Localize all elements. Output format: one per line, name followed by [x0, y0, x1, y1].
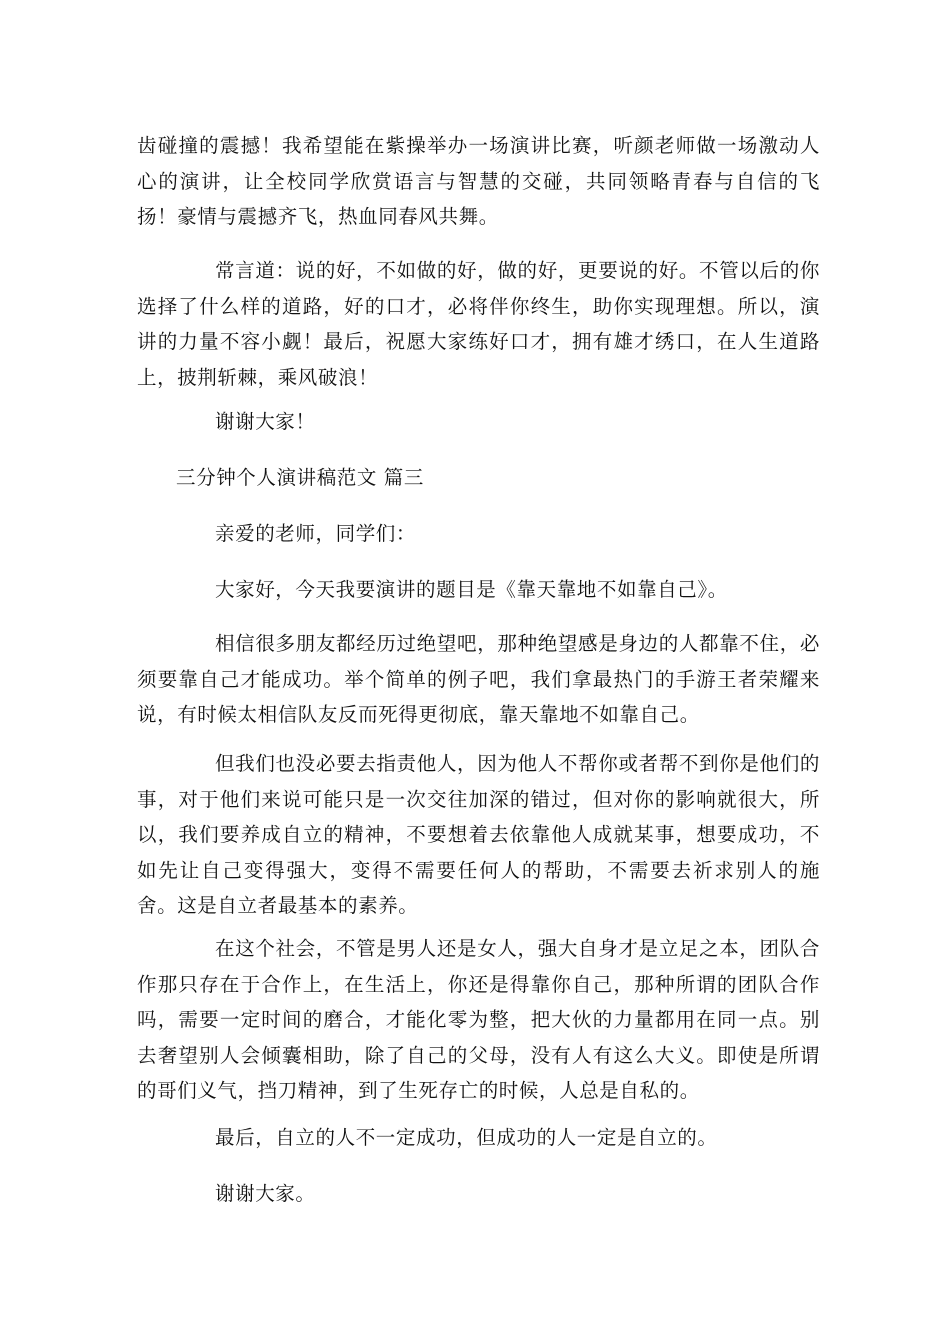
paragraph-intro: 大家好，今天我要演讲的题目是《靠天靠地不如靠自己》。 [215, 578, 728, 601]
paragraph-closing: 谢谢大家。 [215, 1182, 316, 1205]
paragraph-body-2: 但我们也没必要去指责他人，因为他人不帮你或者帮不到你是他们的事，对于他们来说可能只是一次交往加深的错过，但对你的影响就很大，所以，我们要养成自立的精神，不要想着去依靠他人成就某事，想要成功，不如先让自己变得强大，变得不需要任何人的帮助，不需要去祈求别人的施舍。这是自立者最基本的素养。 [137, 752, 820, 917]
paragraph-body-1: 相信很多朋友都经历过绝望吧，那种绝望感是身边的人都靠不住，必须要靠自己才能成功。举个简单的例子吧，我们拿最热门的手游王者荣耀来说，有时候太相信队友反而死得更彻底，靠天靠地不如靠自己。 [137, 632, 820, 726]
paragraph-continued: 齿碰撞的震撼！我希望能在紫操举办一场演讲比赛，听颜老师做一场激动人心的演讲，让全校同学欣赏语言与智慧的交碰，共同领略青春与自信的飞扬！豪情与震撼齐飞，热血同春风共舞。 [137, 134, 820, 228]
paragraph-thanks: 谢谢大家！ [215, 410, 316, 433]
paragraph-proverb: 常言道：说的好，不如做的好，做的好，更要说的好。不管以后的你选择了什么样的道路，好的口才，必将伴你终生，助你实现理想。所以，演讲的力量不容小觑！最后，祝愿大家练好口才，拥有雄才绣口，在人生道路上，披荆斩棘，乘风破浪！ [137, 259, 820, 389]
section-heading: 三分钟个人演讲稿范文 篇三 [176, 466, 424, 489]
paragraph-salutation: 亲爱的老师，同学们： [215, 522, 417, 545]
paragraph-conclusion: 最后，自立的人不一定成功，但成功的人一定是自立的。 [215, 1126, 718, 1149]
paragraph-body-3: 在这个社会，不管是男人还是女人，强大自身才是立足之本，团队合作那只存在于合作上，在生活上，你还是得靠你自己，那种所谓的团队合作吗，需要一定时间的磨合，才能化零为整，把大伙的力量都用在同一点。别去奢望别人会倾囊相助，除了自己的父母，没有人有这么大义。即使是所谓的哥们义气，挡刀精神，到了生死存亡的时候，人总是自私的。 [137, 937, 820, 1102]
